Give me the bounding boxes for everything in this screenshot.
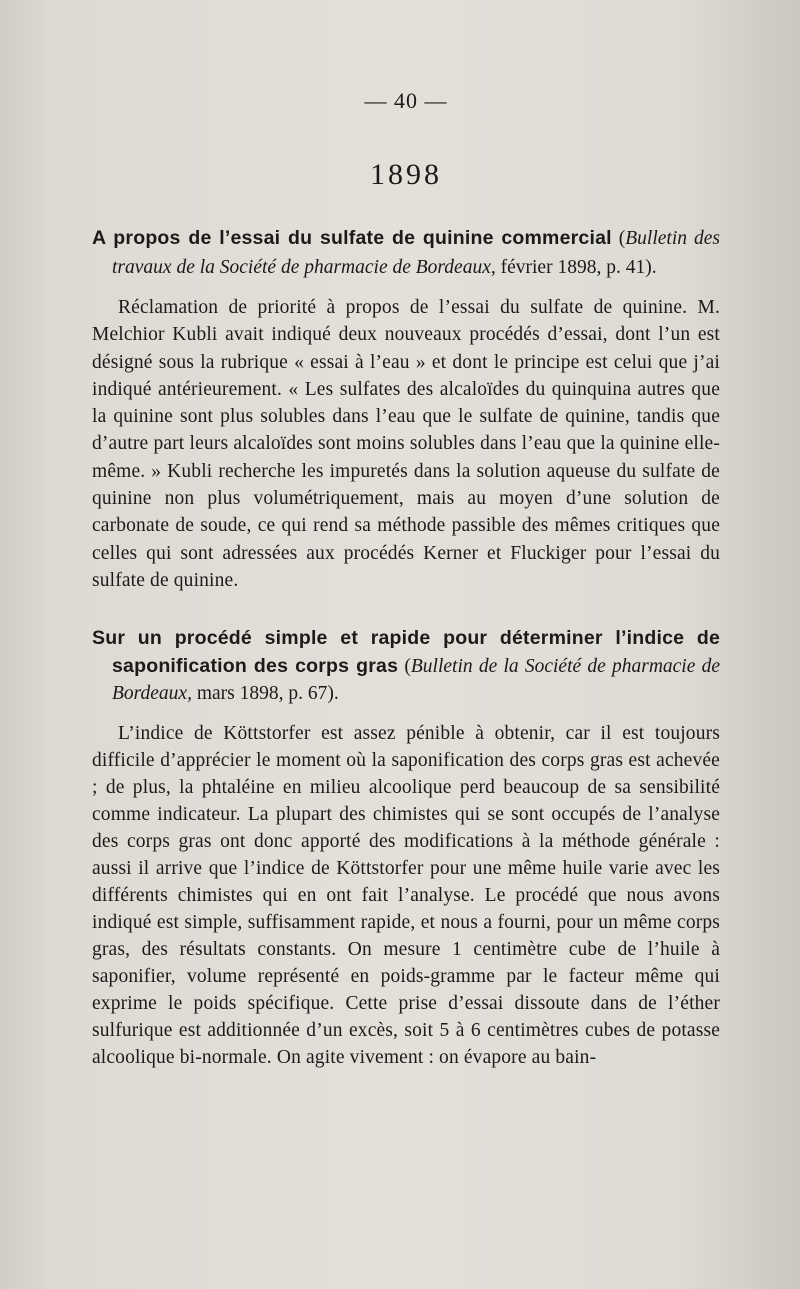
entry-heading [92, 224, 720, 282]
citation-open: ( [611, 228, 626, 249]
entry-citation-date: mars 1898, p. 67). [191, 683, 339, 705]
page-number: — 40 — [364, 88, 448, 113]
document-page [92, 88, 720, 1071]
entry-indice-saponification [92, 625, 720, 1071]
entry-body: Réclamation de priorité à propos de l’essai du sulfate de quinine. M. Melchior Kubli avait indiqué deux nouveaux procédés d’essai, dont l’un est désigné sous la rubrique « essai à l’eau » et dont le principe est celui que j’ai indiqué antérieurement. « Les sulfates des alcaloïdes du quinquina autres que la quinine sont plus solubles dans l’eau que le sulfate de quinine, tandis que d’autre part leurs alcaloïdes sont moins solubles dans l’eau que la quinine elle-même. » Kubli recherche les impuretés dans la solution aqueuse du sulfate de quinine non plus volumétriquement, mais au moyen d’une solution de carbonate de soude, ce qui rend sa méthode passible des mêmes critiques que celles qui sont adressées aux procédés Kerner et Fluckiger pour l’essai du sulfate de quinine. [92, 297, 720, 591]
entry-citation: Bulletin de la Société de pharmacie de Bordeaux, [112, 655, 720, 705]
entry-heading [92, 625, 720, 708]
entry-body: L’indice de Köttstorfer est assez pénible à obtenir, car il est toujours difficile d’apprécier le moment où la saponification des corps gras est achevée ; de plus, la phtaléine en milieu alcoolique perd beaucoup de sa sensibilité comme indicateur. La plupart des chimistes qui se sont occupés de l’analyse des corps gras ont donc apporté des modifications à la méthode générale : aussi il arrive que l’indice de Köttstorfer pour une même huile varie avec les différents chimistes qui en ont fait l’analyse. Le procédé que nous avons indiqué est simple, suffisamment rapide, et nous a fourni, pour un même corps gras, des résultats constants. On mesure 1 centimètre cube de l’huile à saponifier, volume représenté en poids-gramme par le facteur même qui exprime le poids spécifique. Cette prise d’essai dissoute dans de l’éther sulfurique est additionnée d’un excès, soit 5 à 6 centimètres cubes de potasse alcoolique bi-normale. On agite vivement : on évapore au bain- [92, 722, 720, 1068]
entry-title: A propos de l’essai du sulfate de quinine commercial [92, 227, 612, 249]
entry-citation-date: février 1898, p. 41). [495, 256, 657, 278]
entry-title: Sur un procédé simple et rapide pour déterminer l’indice de saponification des corps gras [92, 627, 720, 677]
year-heading: 1898 [370, 158, 442, 191]
citation-open: ( [398, 655, 411, 677]
entry-sulfate-quinine [92, 224, 720, 594]
entry-citation: Bulletin des travaux de la Société de pharmacie de Bordeaux, [112, 228, 721, 278]
